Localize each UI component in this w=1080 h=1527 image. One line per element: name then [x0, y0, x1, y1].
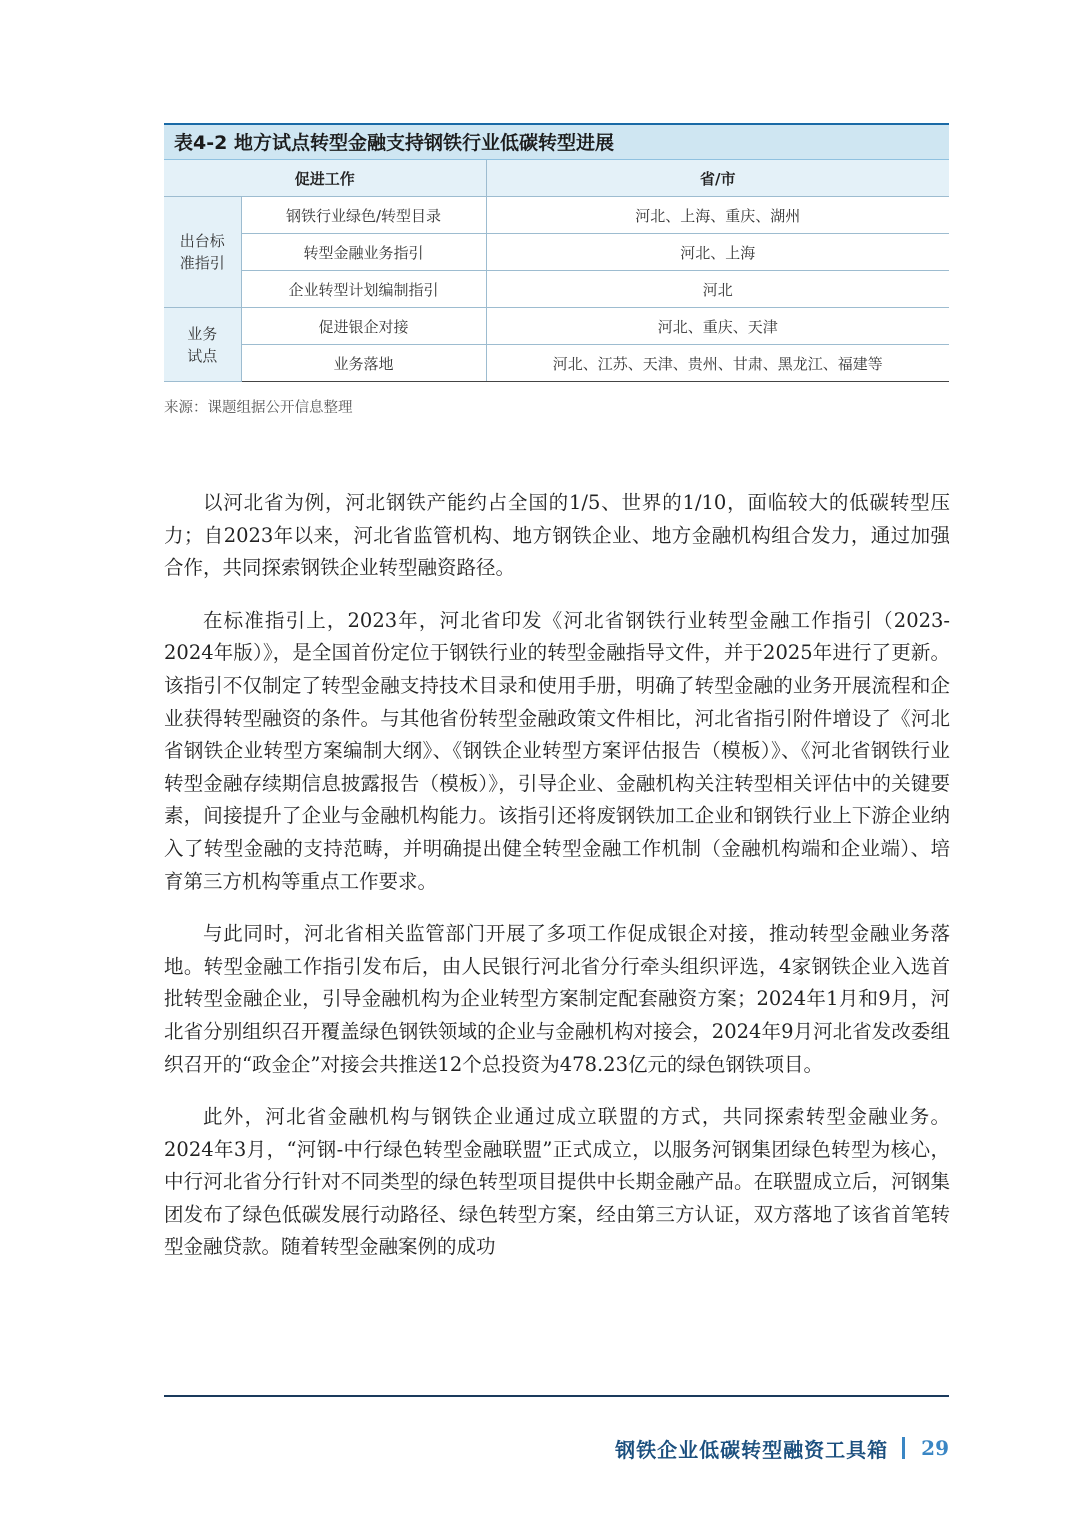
paragraph: 此外，河北省金融机构与钢铁企业通过成立联盟的方式，共同探索转型金融业务。2024年3月，“河钢-中行绿色转型金融联盟”正式成立，以服务河钢集团绿色转型为核心，中行河北省分行针对不同类型的绿色转型项目提供中长期金融产品。在联盟成立后，河钢集团发布了绿色低碳发展行动路径、绿色转型方案，经由第三方认证，双方落地了该省首笔转型金融贷款。随着转型金融案例的成功: [164, 1105, 950, 1259]
table-row: [164, 197, 949, 234]
page-footer: [615, 1432, 949, 1464]
table-row: [164, 234, 949, 271]
table-row: [164, 308, 949, 345]
group-label-standards: [164, 197, 241, 308]
paragraph: 与此同时，河北省相关监管部门开展了多项工作促成银企对接，推动转型金融业务落地。转型金融工作指引发布后，由人民银行河北省分行牵头组织评选，4家钢铁企业入选首批转型金融企业，引导金融机构为企业转型方案制定配套融资方案；2024年1月和9月，河北省分别组织召开覆盖绿色钢铁领域的企业与金融机构对接会，2024年9月河北省发改委组织召开的“政金企”对接会共推送12个总投资为478.23亿元的绿色钢铁项目。: [164, 922, 950, 1076]
header-work: 促进工作: [164, 160, 486, 197]
body-text: [164, 487, 950, 1284]
row-item: 钢铁行业绿色/转型目录: [241, 197, 486, 234]
header-province: 省/市: [486, 160, 949, 197]
progress-table: [164, 123, 949, 382]
table-title: 表4-2 地方试点转型金融支持钢铁行业低碳转型进展: [164, 123, 949, 160]
page-number: 29: [921, 1436, 949, 1460]
paragraph: 在标准指引上，2023年，河北省印发《河北省钢铁行业转型金融工作指引（2023-2024年版）》，是全国首份定位于钢铁行业的转型金融指导文件，并于2025年进行了更新。该指引不仅制定了转型金融支持技术目录和使用手册，明确了转型金融的业务开展流程和企业获得转型融资的条件。与其他省份转型金融政策文件相比，河北省指引附件增设了《河北省钢铁企业转型方案编制大纲》、《钢铁企业转型方案评估报告（模板）》、《河北省钢铁行业转型金融存续期信息披露报告（模板）》，引导企业、金融机构关注转型相关评估中的关键要素，间接提升了企业与金融机构能力。该指引还将废钢铁加工企业和钢铁行业上下游企业纳入了转型金融的支持范畴，并明确提出健全转型金融工作机制（金融机构端和企业端）、培育第三方机构等重点工作要求。: [164, 608, 950, 893]
footer-divider: [164, 1395, 949, 1397]
group-label-pilot: [164, 308, 241, 382]
row-provinces: 河北: [486, 271, 949, 308]
row-item: 促进银企对接: [241, 308, 486, 345]
table-row: [164, 345, 949, 382]
table-row: [164, 271, 949, 308]
table-header-row: [164, 160, 949, 197]
row-item: 企业转型计划编制指引: [241, 271, 486, 308]
row-item: 转型金融业务指引: [241, 234, 486, 271]
footer-separator: [902, 1437, 905, 1459]
row-provinces: 河北、重庆、天津: [486, 308, 949, 345]
data-table: [164, 160, 949, 382]
group-label-text: 业务试点: [187, 324, 218, 365]
table-source-note: 来源：课题组据公开信息整理: [164, 400, 353, 416]
row-item: 业务落地: [241, 345, 486, 382]
row-provinces: 河北、上海、重庆、湖州: [486, 197, 949, 234]
footer-title: 钢铁企业低碳转型融资工具箱: [615, 1437, 889, 1462]
row-provinces: 河北、江苏、天津、贵州、甘肃、黑龙江、福建等: [486, 345, 949, 382]
row-provinces: 河北、上海: [486, 234, 949, 271]
paragraph: 以河北省为例，河北钢铁产能约占全国的1/5、世界的1/10，面临较大的低碳转型压力；自2023年以来，河北省监管机构、地方钢铁企业、地方金融机构组合发力，通过加强合作，共同探索钢铁企业转型融资路径。: [164, 491, 950, 580]
group-label-text: 出台标准指引: [179, 232, 225, 272]
